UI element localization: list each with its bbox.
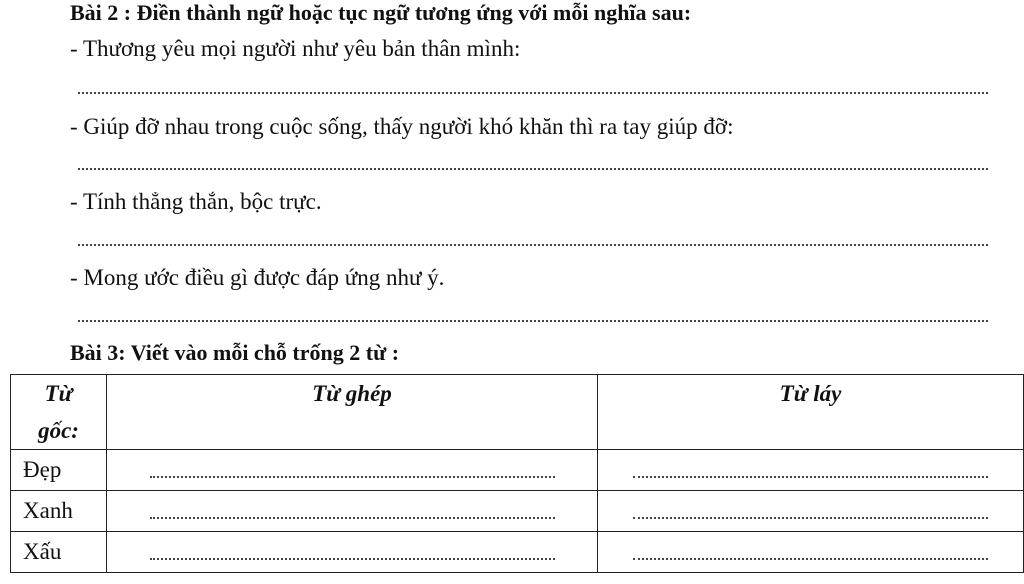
reduplicative-answer-cell[interactable] xyxy=(598,532,1024,573)
root-word-cell: Xấu xyxy=(11,532,107,573)
table-row xyxy=(11,450,1024,491)
answer-line-2[interactable] xyxy=(78,168,988,170)
root-word-cell: Xanh xyxy=(11,491,107,532)
compound-answer-cell[interactable] xyxy=(107,450,598,491)
word-table xyxy=(10,374,1024,573)
compound-answer-cell[interactable] xyxy=(107,491,598,532)
header-compound-word: Từ ghép xyxy=(107,375,598,450)
exercise-2-title: Bài 2 : Điền thành ngữ hoặc tục ngữ tương ứng với mỗi nghĩa sau: xyxy=(70,0,692,25)
answer-line-4[interactable] xyxy=(78,320,988,322)
exercise-2-item-2: - Giúp đỡ nhau trong cuộc sống, thấy người khó khăn thì ra tay giúp đỡ: xyxy=(70,114,734,139)
table-row xyxy=(11,491,1024,532)
exercise-3-title: Bài 3: Viết vào mỗi chỗ trống 2 từ : xyxy=(70,340,400,365)
header-root-word: Từ gốc: xyxy=(11,375,107,450)
header-reduplicative-word: Từ láy xyxy=(598,375,1024,450)
exercise-2-item-1: - Thương yêu mọi người như yêu bản thân mình: xyxy=(70,36,521,61)
table-header-row xyxy=(11,375,1024,450)
exercise-2-item-3: - Tính thẳng thắn, bộc trực. xyxy=(70,189,322,214)
exercise-2-item-4: - Mong ước điều gì được đáp ứng như ý. xyxy=(70,265,445,290)
root-word-cell: Đẹp xyxy=(11,450,107,491)
table-row xyxy=(11,532,1024,573)
reduplicative-answer-cell[interactable] xyxy=(598,491,1024,532)
compound-answer-cell[interactable] xyxy=(107,532,598,573)
reduplicative-answer-cell[interactable] xyxy=(598,450,1024,491)
answer-line-1[interactable] xyxy=(78,92,988,94)
answer-line-3[interactable] xyxy=(78,244,988,246)
